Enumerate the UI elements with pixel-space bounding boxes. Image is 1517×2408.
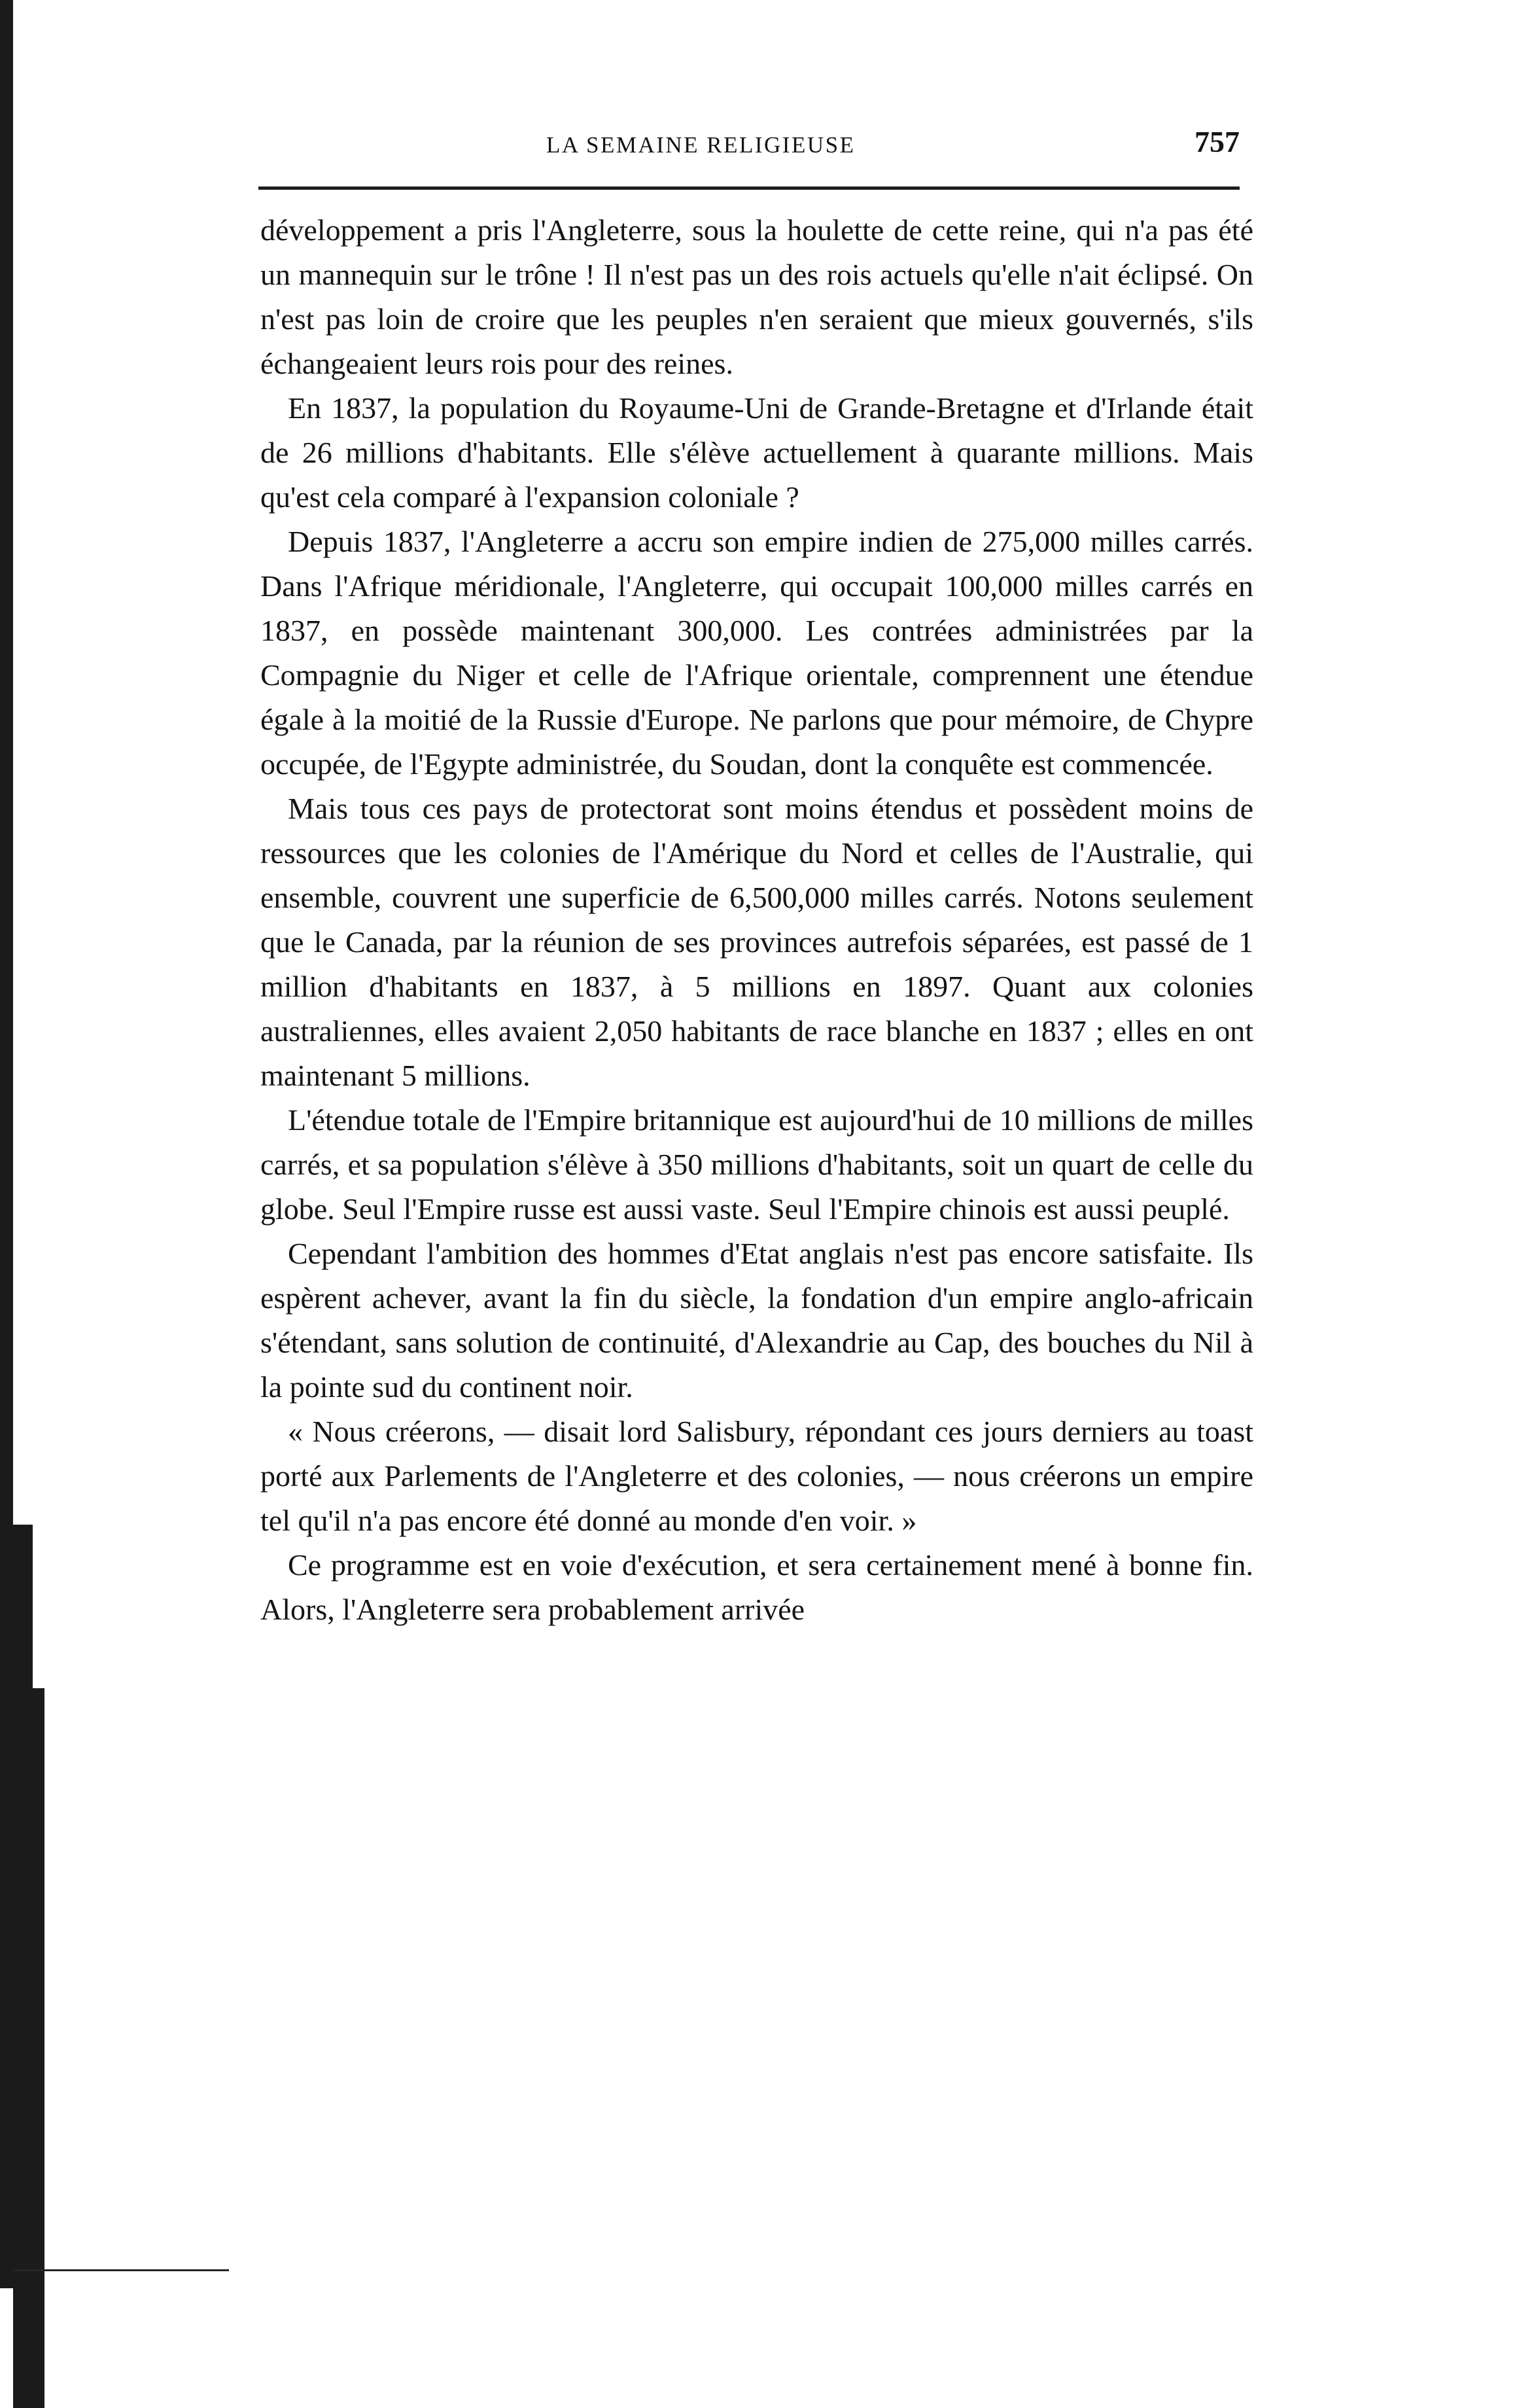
page-number: 757	[1194, 125, 1240, 158]
paragraph: En 1837, la population du Royaume-Uni de Grande-Bretagne et d'Irlande était de 26 millions d'habitants. Elle s'élève actuellement à quarante millions. Mais qu'est cela comparé à l'expansion coloniale ?	[260, 391, 1253, 514]
article-body	[260, 208, 1253, 1632]
header-rule	[258, 186, 1240, 190]
paragraph-quotation: « Nous créerons, — disait lord Salisbury, répondant ces jours derniers au toast porté aux Parlements de l'Angleterre et des colonies, — nous créerons un empire tel qu'il n'a pas encore été donné au monde d'en voir. »	[260, 1415, 1253, 1537]
paragraph: L'étendue totale de l'Empire britannique est aujourd'hui de 10 millions de milles carrés, et sa population s'élève à 350 millions d'habitants, soit un quart de celle du globe. Seul l'Empire russe est aussi vaste. Seul l'Empire chinois est aussi peuplé.	[260, 1103, 1253, 1226]
paragraph: Cependant l'ambition des hommes d'Etat anglais n'est pas encore satisfaite. Ils espèrent achever, avant la fin du siècle, la fondation d'un empire anglo-africain s'étendant, sans solution de continuité, d'Alexandrie au Cap, des bouches du Nil à la pointe sud du continent noir.	[260, 1237, 1253, 1404]
paragraph: Mais tous ces pays de protectorat sont moins étendus et possèdent moins de ressources que les colonies de l'Amérique du Nord et celles de l'Australie, qui ensemble, couvrent une superficie de 6,500,000 milles carrés. Notons seulement que le Canada, par la réunion de ses provinces autrefois séparées, est passé de 1 million d'habitants en 1837, à 5 millions en 1897. Quant aux colonies australiennes, elles avaient 2,050 habitants de race blanche en 1837 ; elles en ont maintenant 5 millions.	[260, 792, 1253, 1092]
paragraph: Depuis 1837, l'Angleterre a accru son empire indien de 275,000 milles carrés. Dans l'Afrique méridionale, l'Angleterre, qui occupait 100,000 milles carrés en 1837, en possède maintenant 300,000. Les contrées administrées par la Compagnie du Niger et celle de l'Afrique orientale, comprennent une étendue égale à la moitié de la Russie d'Europe. Ne parlons que pour mémoire, de Chypre occupée, de l'Egypte administrée, du Soudan, dont la conquête est commencée.	[260, 525, 1253, 781]
paragraph: Ce programme est en voie d'exécution, et sera certainement mené à bonne fin. Alors, l'Angleterre sera probablement arrivée	[260, 1548, 1253, 1626]
running-header	[258, 124, 1240, 164]
scanned-page-left-edge	[0, 0, 13, 2288]
paragraph-continued: développement a pris l'Angleterre, sous la houlette de cette reine, qui n'a pas été un mannequin sur le trône ! Il n'est pas un des rois actuels qu'elle n'ait éclipsé. On n'est pas loin de croire que les peuples n'en seraient que mieux gouvernés, s'ils échangeaient leurs rois pour des reines.	[260, 213, 1253, 380]
running-title: LA SEMAINE RELIGIEUSE	[546, 132, 856, 158]
scanned-page-bottom-mark	[13, 2269, 229, 2271]
scanned-page-binding-shadow-lower	[13, 1688, 44, 2408]
